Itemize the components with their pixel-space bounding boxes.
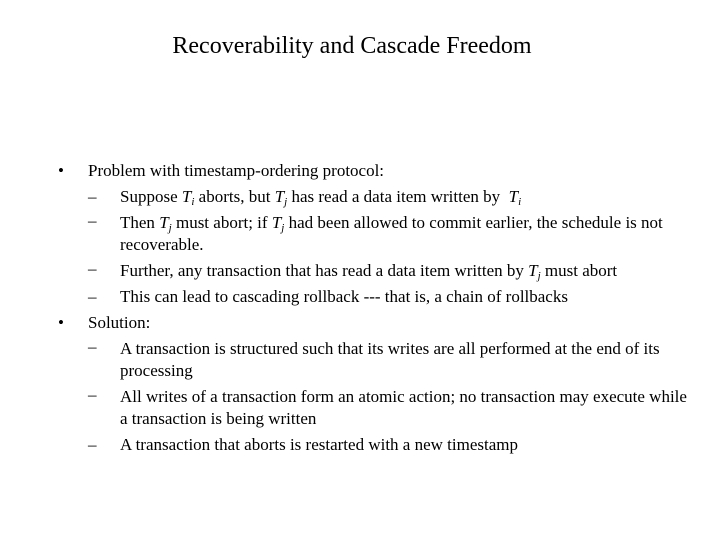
bullet-item bbox=[58, 158, 698, 184]
dash-icon: – bbox=[88, 287, 97, 306]
dash-icon: – bbox=[88, 187, 97, 206]
transaction-ti: $T_i$ bbox=[181, 187, 195, 208]
sub-item bbox=[88, 384, 698, 432]
sub-item bbox=[88, 210, 698, 258]
dash-icon: – bbox=[88, 385, 97, 404]
sub-item-text: Further, any transaction that has read a data item written by $T_j$ must abort bbox=[120, 261, 618, 282]
transaction-ti: $T_i$ bbox=[508, 187, 522, 208]
sub-item-text: A transaction that aborts is restarted with a new timestamp bbox=[120, 435, 518, 454]
sub-item-text: Suppose $T_i$ aborts, but $T_j$ has read a data item written by $T_i$ bbox=[120, 187, 522, 208]
sub-item-text: Then $T_j$ must abort; if $T_j$ had been allowed to commit earlier, the schedule is not recoverable. bbox=[120, 213, 663, 254]
dash-icon: – bbox=[88, 435, 97, 454]
sub-item bbox=[88, 284, 698, 310]
transaction-tj: $T_j$ bbox=[271, 213, 285, 234]
sub-item bbox=[88, 432, 698, 458]
sub-item-text: A transaction is structured such that its writes are all performed at the end of its processing bbox=[120, 339, 660, 380]
sub-item bbox=[88, 184, 698, 210]
sub-item-text: All writes of a transaction form an atomic action; no transaction may execute while a transaction is being written bbox=[120, 387, 687, 428]
bullet-text: Problem with timestamp-ordering protocol: bbox=[88, 161, 385, 180]
dash-icon: – bbox=[88, 337, 97, 356]
transaction-tj: $T_j$ bbox=[528, 261, 541, 282]
sub-item bbox=[88, 336, 698, 384]
slide-title: Recoverability and Cascade Freedom bbox=[172, 33, 532, 59]
transaction-tj: $T_j$ bbox=[159, 213, 172, 234]
sub-item bbox=[88, 258, 698, 284]
sub-item-text: This can lead to cascading rollback --- that is, a chain of rollbacks bbox=[120, 287, 568, 306]
transaction-tj: $T_j$ bbox=[274, 187, 288, 208]
bullet-text: Solution: bbox=[88, 313, 151, 332]
bullet-icon: • bbox=[58, 161, 64, 180]
slide-content bbox=[58, 158, 698, 458]
dash-icon: – bbox=[88, 211, 97, 230]
dash-icon: – bbox=[88, 259, 97, 278]
bullet-icon: • bbox=[58, 313, 64, 332]
bullet-item bbox=[58, 310, 698, 336]
